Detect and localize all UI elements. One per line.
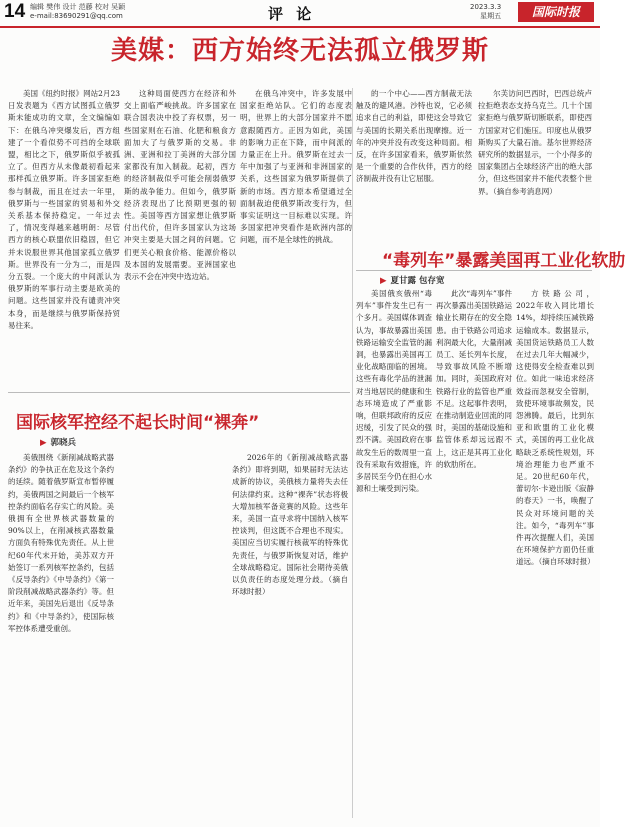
article-column — [8, 88, 120, 384]
article-text: 此次“毒列车”事件再次暴露出美国铁路运输业长期存在的安全隐患。由于铁路公司追求利润最大化，大量削减员工、延长列车长度，导致事故风险不断增加。同时，美国政府对铁路行业的监管也严重不足。这起事件表明，在推动制造业回流的同时，美国的基础设施和监管体系却远远跟不上，这正是其再工业化的软肋所在。 — [436, 289, 512, 469]
article-text: 方铁路公司，2022年收入同比增长14%，却持续压减铁路运输成本。数据显示，美国货运铁路员工人数在过去几年大幅减少，这使得安全检查难以到位。如此一味追求经济效益而忽视安全管制，致使环境事故频发，民怨沸腾。最后，比到东亚和欧盟的工业化模式，美国的再工业化战略缺乏系统性规划，环境治理能力也严重不足。20世纪60年代，蕾切尔·卡逊出版《寂静的春天》一书，唤醒了民众对环境问题的关注。如今，“毒列车”事件再次提醒人们，美国在环境保护方面仍任重道远。（摘自环球时报） — [516, 289, 595, 567]
main-headline: 美媒：西方始终无法孤立俄罗斯 — [110, 36, 489, 66]
date-line: 2023.3.3 — [470, 3, 502, 11]
article-text: 2026年的《新削减战略武器条约》即将到期，如果届时无法达成新的协议，美俄核力量将失去任何法律约束。这种“裸奔”状态将极大增加核军备竞赛的风险。这些年来，美国一直寻求将中国纳入核军控谈判，但这既不合理也不现实。美国应当切实履行核裁军的特殊优先责任，与俄罗斯恢复对话，维护全球战略稳定。国际社会期待美俄以负责任的态度处理分歧。（摘自环球时报） — [232, 453, 348, 597]
article-column — [118, 452, 224, 818]
article3-title: 国际核军控经不起长时间“裸奔” — [16, 413, 260, 433]
divider — [356, 270, 592, 271]
article-text: 美俄围绕《新削减战略武器条约》的争执正在危及这个条约的延续。随着俄罗斯宣布暂停履约，美俄两国之间最后一个核军控条约面临名存实亡的风险。美俄拥有全世界核武器数量的90%以上，在削减核武器数量方面负有特殊优先责任。从上世纪60年代末开始，美苏双方开始签订一系列核军控条约，包括《反导条约》《中导条约》《第一阶段削减战略武器条约》等。但近年来，美国先后退出《反导条约》和《中导条约》，使国际核军控体系遭受重创。 — [8, 453, 114, 633]
article-column — [436, 288, 512, 818]
issue-date — [470, 3, 501, 21]
article-text: 美国《纽约时报》网站2月23日发表题为《西方试图孤立俄罗斯未能成功的文章，全文编编如下：在俄乌冲突爆发后，西方组建了一个看似势不可挡的全球联盟，相比之下，俄罗斯似乎被孤立了。但西方从未像最初看起来那样孤立俄罗斯。许多国家拒绝参与制裁，而且在过去一年里，俄罗斯与一些国家的贸易和外交关系基本保持稳定。一年过去了，情况变得越来越明朗：尽管西方的核心联盟依旧稳固，但它并未说服世界其他国家孤立俄罗斯。世界没有一分为二，而是四分五裂。一个庞大的中间派认为俄罗斯的军事行动主要是欧美的问题。这些国家并没有谴责冲突本身，而是继续与俄罗斯保持贸易往来。 — [8, 89, 120, 330]
article-text: 的一个中心——西方制裁无法触及的避风港。沙特也说，它必须追求自己的利益，即使这会导致它与美国的长期关系出现摩擦。近一年的冲突并没有改变这种局面。相反，在许多国家看来，俄罗斯依然是一个重要的合作伙伴，西方的经济制裁并没有让它屈服。 — [356, 89, 472, 184]
staff-line: 编辑 樊伟 设计 范藤 校对 吴颖 — [30, 3, 126, 11]
article-text: 美国俄亥俄州“毒列车”事件发生已有一个多月。美国媒体调查认为，事故暴露出美国铁路运输安全监管的漏洞，也暴露出美国再工业化战略面临的困境。这些有毒化学品的泄漏对当地居民的健康和生态环境造成了严重影响，但联邦政府的反应迟缓，引发了民众的强烈不满。美国政府在事故发生后的数周里一直没有采取有效措施，许多居民至今仍在担心水源和土壤受到污染。 — [356, 289, 432, 494]
article-text: 尔芙访问巴西时，巴西总统卢拉拒绝表态支持乌克兰。几十个国家拒绝与俄罗斯切断联系，即使西方国家对它们施压。印度也从俄罗斯购买了大量石油。基尔世界经济研究所的数据显示，一个小得多的国家集团占全球经济产出的绝大部分，但这些国家并不能代表整个世界。（摘自参考消息网） — [478, 89, 592, 196]
article-column — [356, 88, 472, 238]
byline-text: 郭晓兵 — [50, 438, 77, 448]
triangle-icon: ▶ — [380, 276, 387, 286]
triangle-icon: ▶ — [40, 438, 47, 448]
section-title: 评 论 — [268, 5, 316, 23]
byline-text: 夏甘露 包存宽 — [390, 276, 445, 286]
article3-byline — [40, 436, 76, 448]
article-column — [240, 88, 352, 384]
newspaper-logo: 国际时报 — [518, 2, 594, 22]
article-column — [8, 452, 114, 818]
article-column — [478, 88, 592, 238]
page-number: 14 — [4, 1, 26, 22]
page-header — [0, 0, 600, 28]
staff-email: e-mail:83690291@qq.com — [30, 12, 123, 20]
article-column — [516, 288, 594, 818]
article-text: 在俄乌冲突中，许多发展中国家拒绝站队。它们的态度表明，世界上的大部分国家并不愿意跟随西方。正因为如此，美国的影响力正在下降，而中间派的力量正在上升。俄罗斯在过去一年中加强了与亚洲和非洲国家的关系，这些国家为俄罗斯提供了新的市场。西方原本希望通过全面制裁迫使俄罗斯改变行为，但事实证明这一目标难以实现。许多国家把冲突看作是欧洲内部的问题，而不是全球性的挑战。 — [240, 89, 352, 245]
staff-info — [30, 3, 125, 21]
article-text: 这种局面使西方在经济和外交上面临严峻挑战。许多国家在联合国表决中投了弃权票，另一些国家则在石油、化肥和粮食方面加大了与俄罗斯的交易。非洲、亚洲和拉丁美洲的大部分国家都没有加入制裁。起初，西方的经济制裁似乎可能会削弱俄罗斯的战争能力。但如今，俄罗斯经济表现出了比预期更强的韧性。美国等西方国家想让俄罗斯付出代价，但许多国家认为这场冲突主要是大国之间的问题。它们更关心粮食价格、能源价格以及本国的发展需要。亚洲国家也表示不会在冲突中选边站。 — [124, 89, 236, 282]
column-divider — [352, 88, 353, 818]
divider — [8, 392, 350, 393]
article-column — [124, 88, 236, 384]
article2-byline — [380, 274, 445, 286]
article2-title: “毒列车”暴露美国再工业化软肋 — [382, 251, 625, 271]
article-column — [232, 452, 348, 818]
weekday-line: 星期五 — [480, 12, 502, 20]
article-column — [356, 288, 432, 818]
